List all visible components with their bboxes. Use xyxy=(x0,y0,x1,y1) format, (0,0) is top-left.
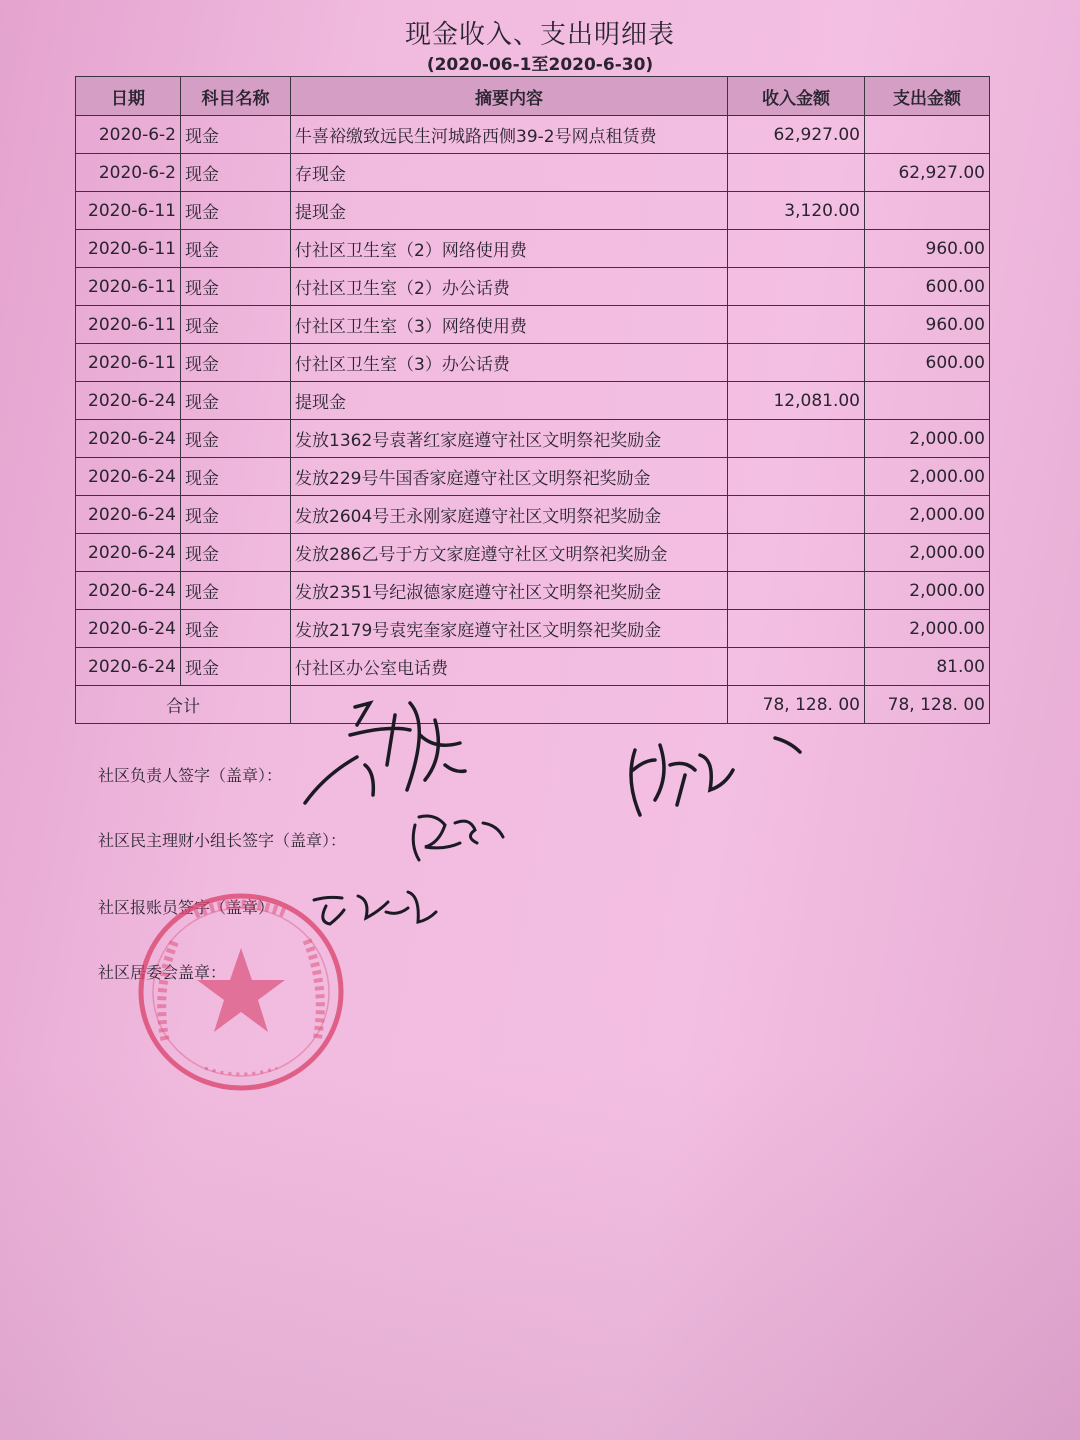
expense-cell: 2,000.00 xyxy=(865,610,990,648)
date-cell: 2020-6-2 xyxy=(76,154,181,192)
table-row xyxy=(76,192,990,230)
ledger-body xyxy=(76,116,990,686)
table-row xyxy=(76,534,990,572)
income-cell xyxy=(728,610,865,648)
table-row xyxy=(76,268,990,306)
expense-cell: 600.00 xyxy=(865,344,990,382)
summary-cell: 牛喜裕缴致远民生河城路西侧39-2号网点租赁费 xyxy=(291,116,728,154)
income-cell xyxy=(728,496,865,534)
table-row xyxy=(76,648,990,686)
summary-cell: 发放229号牛国香家庭遵守社区文明祭祀奖励金 xyxy=(291,458,728,496)
column-header-income: 收入金额 xyxy=(728,77,865,116)
date-cell: 2020-6-24 xyxy=(76,496,181,534)
finance-group-handwritten-signature xyxy=(405,805,515,865)
leader-signature-label: 社区负责人签字（盖章）： xyxy=(98,766,283,785)
summary-cell: 提现金 xyxy=(291,382,728,420)
income-cell: 12,081.00 xyxy=(728,382,865,420)
income-cell xyxy=(728,154,865,192)
account-cell: 现金 xyxy=(181,496,291,534)
table-row xyxy=(76,344,990,382)
expense-cell xyxy=(865,192,990,230)
date-cell: 2020-6-24 xyxy=(76,648,181,686)
table-row xyxy=(76,230,990,268)
leader-handwritten-signature xyxy=(295,695,495,810)
summary-cell: 付社区卫生室（3）办公话费 xyxy=(291,344,728,382)
account-cell: 现金 xyxy=(181,116,291,154)
table-row xyxy=(76,572,990,610)
date-cell: 2020-6-24 xyxy=(76,458,181,496)
account-cell: 现金 xyxy=(181,382,291,420)
table-header-row xyxy=(76,77,990,116)
summary-cell: 发放2179号袁宪奎家庭遵守社区文明祭祀奖励金 xyxy=(291,610,728,648)
income-cell xyxy=(728,230,865,268)
column-header-summary: 摘要内容 xyxy=(291,77,728,116)
income-cell xyxy=(728,344,865,382)
table-row xyxy=(76,420,990,458)
account-cell: 现金 xyxy=(181,420,291,458)
expense-cell: 2,000.00 xyxy=(865,458,990,496)
table-row xyxy=(76,154,990,192)
column-header-account: 科目名称 xyxy=(181,77,291,116)
summary-cell: 提现金 xyxy=(291,192,728,230)
summary-cell: 付社区卫生室（2）网络使用费 xyxy=(291,230,728,268)
expense-cell: 2,000.00 xyxy=(865,534,990,572)
expense-cell: 62,927.00 xyxy=(865,154,990,192)
bookkeeper-handwritten-signature xyxy=(308,882,443,932)
expense-cell: 2,000.00 xyxy=(865,572,990,610)
table-row xyxy=(76,610,990,648)
account-cell: 现金 xyxy=(181,648,291,686)
date-cell: 2020-6-11 xyxy=(76,230,181,268)
account-cell: 现金 xyxy=(181,572,291,610)
expense-cell xyxy=(865,116,990,154)
table-row xyxy=(76,382,990,420)
summary-cell: 存现金 xyxy=(291,154,728,192)
column-header-expense: 支出金额 xyxy=(865,77,990,116)
expense-cell: 2,000.00 xyxy=(865,420,990,458)
finance-group-signature-label: 社区民主理财小组长签字（盖章）： xyxy=(98,831,347,850)
summary-cell: 发放286乙号于方文家庭遵守社区文明祭祀奖励金 xyxy=(291,534,728,572)
table-row xyxy=(76,496,990,534)
page-title: 现金收入、支出明细表 xyxy=(404,20,675,50)
income-cell: 62,927.00 xyxy=(728,116,865,154)
summary-cell: 付社区卫生室（2）办公话费 xyxy=(291,268,728,306)
date-cell: 2020-6-2 xyxy=(76,116,181,154)
income-cell xyxy=(728,268,865,306)
account-cell: 现金 xyxy=(181,154,291,192)
period-subtitle: (2020-06-1至2020-6-30) xyxy=(426,55,654,75)
expense-cell: 600.00 xyxy=(865,268,990,306)
summary-cell: 发放2604号王永刚家庭遵守社区文明祭祀奖励金 xyxy=(291,496,728,534)
total-income: 78, 128. 00 xyxy=(728,686,865,724)
expense-cell: 81.00 xyxy=(865,648,990,686)
table-row xyxy=(76,458,990,496)
account-cell: 现金 xyxy=(181,230,291,268)
income-cell xyxy=(728,306,865,344)
account-cell: 现金 xyxy=(181,534,291,572)
expense-cell: 2,000.00 xyxy=(865,496,990,534)
account-cell: 现金 xyxy=(181,268,291,306)
account-cell: 现金 xyxy=(181,192,291,230)
summary-cell: 发放1362号袁著红家庭遵守社区文明祭祀奖励金 xyxy=(291,420,728,458)
ledger-table xyxy=(75,76,990,724)
date-cell: 2020-6-24 xyxy=(76,534,181,572)
date-cell: 2020-6-11 xyxy=(76,306,181,344)
table-row xyxy=(76,306,990,344)
account-cell: 现金 xyxy=(181,344,291,382)
column-header-date: 日期 xyxy=(76,77,181,116)
summary-cell: 付社区卫生室（3）网络使用费 xyxy=(291,306,728,344)
income-cell: 3,120.00 xyxy=(728,192,865,230)
date-cell: 2020-6-24 xyxy=(76,382,181,420)
date-cell: 2020-6-11 xyxy=(76,344,181,382)
table-row xyxy=(76,116,990,154)
income-cell xyxy=(728,458,865,496)
total-row xyxy=(76,686,990,724)
date-cell: 2020-6-24 xyxy=(76,610,181,648)
expense-cell xyxy=(865,382,990,420)
date-cell: 2020-6-11 xyxy=(76,192,181,230)
expense-cell: 960.00 xyxy=(865,306,990,344)
committee-seal-label: 社区居委会盖章： xyxy=(98,963,227,982)
expense-cell: 960.00 xyxy=(865,230,990,268)
total-label: 合计 xyxy=(76,686,291,724)
second-handwritten-signature xyxy=(615,730,815,825)
income-cell xyxy=(728,648,865,686)
total-expense: 78, 128. 00 xyxy=(865,686,990,724)
account-cell: 现金 xyxy=(181,306,291,344)
income-cell xyxy=(728,572,865,610)
account-cell: 现金 xyxy=(181,610,291,648)
summary-cell: 付社区办公室电话费 xyxy=(291,648,728,686)
income-cell xyxy=(728,420,865,458)
date-cell: 2020-6-11 xyxy=(76,268,181,306)
date-cell: 2020-6-24 xyxy=(76,420,181,458)
income-cell xyxy=(728,534,865,572)
account-cell: 现金 xyxy=(181,458,291,496)
summary-cell: 发放2351号纪淑德家庭遵守社区文明祭祀奖励金 xyxy=(291,572,728,610)
bookkeeper-signature-label: 社区报账员签字（盖章） xyxy=(98,898,275,917)
date-cell: 2020-6-24 xyxy=(76,572,181,610)
